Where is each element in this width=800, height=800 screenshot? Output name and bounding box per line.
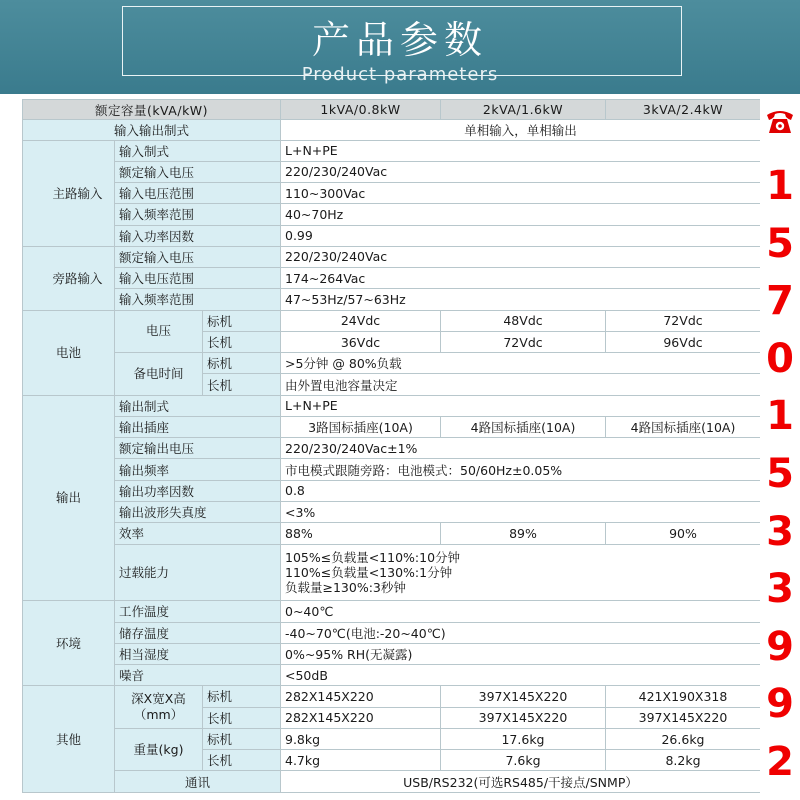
row-label: 输入频率范围 — [115, 289, 281, 310]
standard-label: 标机 — [203, 728, 281, 749]
table-row — [23, 289, 761, 310]
dimensions-cell: 397X145X220 — [441, 707, 606, 728]
row-value: 市电模式跟随旁路：电池模式：50/60Hz±0.05% — [281, 459, 761, 480]
row-label: 输入电压范围 — [115, 268, 281, 289]
dimensions-cell: 421X190X318 — [606, 686, 761, 707]
dimensions-cell: 282X145X220 — [281, 686, 441, 707]
row-label: 额定输入电压 — [115, 161, 281, 182]
spec-table — [22, 99, 761, 793]
row-label: 噪音 — [115, 665, 281, 686]
row-value: 0%~95% RH(无凝露) — [281, 643, 761, 664]
table-row — [23, 728, 761, 749]
page-subtitle: Product parameters — [301, 64, 499, 85]
row-value: 174~264Vac — [281, 268, 761, 289]
weight-cell: 9.8kg — [281, 728, 441, 749]
group-bypass-input — [23, 246, 115, 310]
backup-long-value: 由外置电池容量决定 — [281, 374, 761, 395]
table-row — [23, 771, 761, 793]
group-other: 其他 — [23, 686, 115, 793]
row-value: <3% — [281, 502, 761, 523]
row-value: 220/230/240Vac — [281, 161, 761, 182]
group-output: 输出 — [23, 395, 115, 601]
socket-cell: 4路国标插座(10A) — [606, 416, 761, 437]
table-row — [23, 416, 761, 437]
row-value: L+N+PE — [281, 395, 761, 416]
table-row — [23, 665, 761, 686]
row-label: 输出功率因数 — [115, 480, 281, 501]
table-row — [23, 643, 761, 664]
row-label: 过载能力 — [115, 544, 281, 601]
overload-line: 负载量≥130%:3秒钟 — [285, 579, 406, 595]
row-label: 效率 — [115, 523, 281, 544]
model-cell: 2kVA/1.6kW — [441, 100, 606, 120]
dimensions-label-line: 深X宽X高 — [131, 691, 186, 707]
row-label: 输出频率 — [115, 459, 281, 480]
row-label: 输入频率范围 — [115, 204, 281, 225]
row-label: 输出制式 — [115, 395, 281, 416]
group-environment: 环境 — [23, 601, 115, 686]
weight-cell: 8.2kg — [606, 750, 761, 771]
table-row — [23, 268, 761, 289]
model-cell: 1kVA/0.8kW — [281, 100, 441, 120]
io-mode-label: 输入输出制式 — [23, 120, 281, 140]
io-mode-value: 单相输入，单相输出 — [281, 120, 761, 140]
row-value: 220/230/240Vac±1% — [281, 438, 761, 459]
table-row — [23, 353, 761, 374]
backup-time-label: 备电时间 — [115, 353, 203, 396]
row-value: 47~53Hz/57~63Hz — [281, 289, 761, 310]
header-banner — [0, 0, 800, 94]
row-label: 额定输出电压 — [115, 438, 281, 459]
long-label: 长机 — [203, 707, 281, 728]
table-row — [23, 459, 761, 480]
row-label: 输入电压范围 — [115, 183, 281, 204]
capacity-label: 额定容量(kVA/kW) — [23, 100, 281, 120]
overload-value — [281, 544, 761, 601]
phone-digit: 0 — [766, 335, 794, 382]
comm-value: USB/RS232(可选RS485/干接点/SNMP） — [281, 771, 761, 793]
group-battery: 电池 — [23, 310, 115, 395]
table-row — [23, 686, 761, 707]
table-row — [23, 480, 761, 501]
phone-digit: 1 — [766, 393, 794, 440]
phone-number-column — [760, 98, 800, 800]
table-row — [23, 601, 761, 622]
row-value: 0.99 — [281, 225, 761, 246]
row-label: 输出波形失真度 — [115, 502, 281, 523]
row-value: L+N+PE — [281, 140, 761, 161]
standard-label: 标机 — [203, 353, 281, 374]
table-row — [23, 204, 761, 225]
overload-line: 105%≤负载量<110%:10分钟 — [285, 549, 461, 565]
phone-digit: 3 — [766, 566, 794, 613]
telephone-icon — [764, 106, 796, 136]
row-label: 输入制式 — [115, 140, 281, 161]
page-title: 产品参数 — [311, 18, 488, 62]
weight-cell: 26.6kg — [606, 728, 761, 749]
row-label: 额定输入电压 — [115, 246, 281, 267]
efficiency-cell: 90% — [606, 523, 761, 544]
standard-label: 标机 — [203, 310, 281, 331]
overload-line: 110%≤负载量<130%:1分钟 — [285, 564, 453, 580]
table-row — [23, 523, 761, 544]
phone-digit: 1 — [766, 163, 794, 209]
dimensions-cell: 397X145X220 — [441, 686, 606, 707]
phone-digit: 2 — [766, 739, 794, 785]
row-value: 220/230/240Vac — [281, 246, 761, 267]
row-label: 相当湿度 — [115, 643, 281, 664]
standard-label: 标机 — [203, 686, 281, 707]
table-row — [23, 246, 761, 267]
row-label: 输出插座 — [115, 416, 281, 437]
row-value: 0~40℃ — [281, 601, 761, 622]
table-row — [23, 622, 761, 643]
table-row — [23, 183, 761, 204]
model-cell: 3kVA/2.4kW — [606, 100, 761, 120]
efficiency-cell: 88% — [281, 523, 441, 544]
table-row — [23, 161, 761, 182]
backup-standard-value: >5分钟 @ 80%负载 — [281, 353, 761, 374]
table-row — [23, 544, 761, 601]
table-row — [23, 502, 761, 523]
battery-voltage-cell: 24Vdc — [281, 310, 441, 331]
battery-voltage-label: 电压 — [115, 310, 203, 353]
row-value: -40~70℃(电池:-20~40℃) — [281, 622, 761, 643]
table-row — [23, 395, 761, 416]
row-value: 110~300Vac — [281, 183, 761, 204]
row-label: 储存温度 — [115, 622, 281, 643]
dimensions-label — [115, 686, 203, 729]
table-row — [23, 120, 761, 140]
table-row — [23, 438, 761, 459]
battery-voltage-cell: 72Vdc — [441, 331, 606, 352]
phone-digit: 5 — [766, 451, 794, 497]
table-row — [23, 100, 761, 120]
phone-digit: 3 — [766, 508, 794, 555]
efficiency-cell: 89% — [441, 523, 606, 544]
weight-cell: 7.6kg — [441, 750, 606, 771]
weight-cell: 17.6kg — [441, 728, 606, 749]
weight-label: 重量(kg) — [115, 728, 203, 771]
long-label: 长机 — [203, 750, 281, 771]
battery-voltage-cell: 96Vdc — [606, 331, 761, 352]
row-value: 40~70Hz — [281, 204, 761, 225]
weight-cell: 4.7kg — [281, 750, 441, 771]
socket-cell: 3路国标插座(10A) — [281, 416, 441, 437]
table-row — [23, 140, 761, 161]
row-value: <50dB — [281, 665, 761, 686]
table-row — [23, 225, 761, 246]
dimensions-cell: 282X145X220 — [281, 707, 441, 728]
phone-digit: 9 — [766, 623, 794, 670]
battery-voltage-cell: 72Vdc — [606, 310, 761, 331]
row-value: 0.8 — [281, 480, 761, 501]
comm-label: 通讯 — [115, 771, 281, 793]
socket-cell: 4路国标插座(10A) — [441, 416, 606, 437]
dimensions-unit: （mm） — [133, 707, 184, 723]
group-label: 主路输入 — [52, 185, 103, 201]
group-label: 旁路输入 — [52, 270, 103, 286]
table-row — [23, 310, 761, 331]
phone-digit: 5 — [766, 220, 794, 267]
battery-voltage-cell: 48Vdc — [441, 310, 606, 331]
long-label: 长机 — [203, 374, 281, 395]
row-label: 输入功率因数 — [115, 225, 281, 246]
long-label: 长机 — [203, 331, 281, 352]
row-label: 工作温度 — [115, 601, 281, 622]
phone-digit: 7 — [766, 278, 794, 325]
dimensions-cell: 397X145X220 — [606, 707, 761, 728]
group-main-input — [23, 140, 115, 246]
battery-voltage-cell: 36Vdc — [281, 331, 441, 352]
phone-digit: 9 — [766, 681, 794, 728]
